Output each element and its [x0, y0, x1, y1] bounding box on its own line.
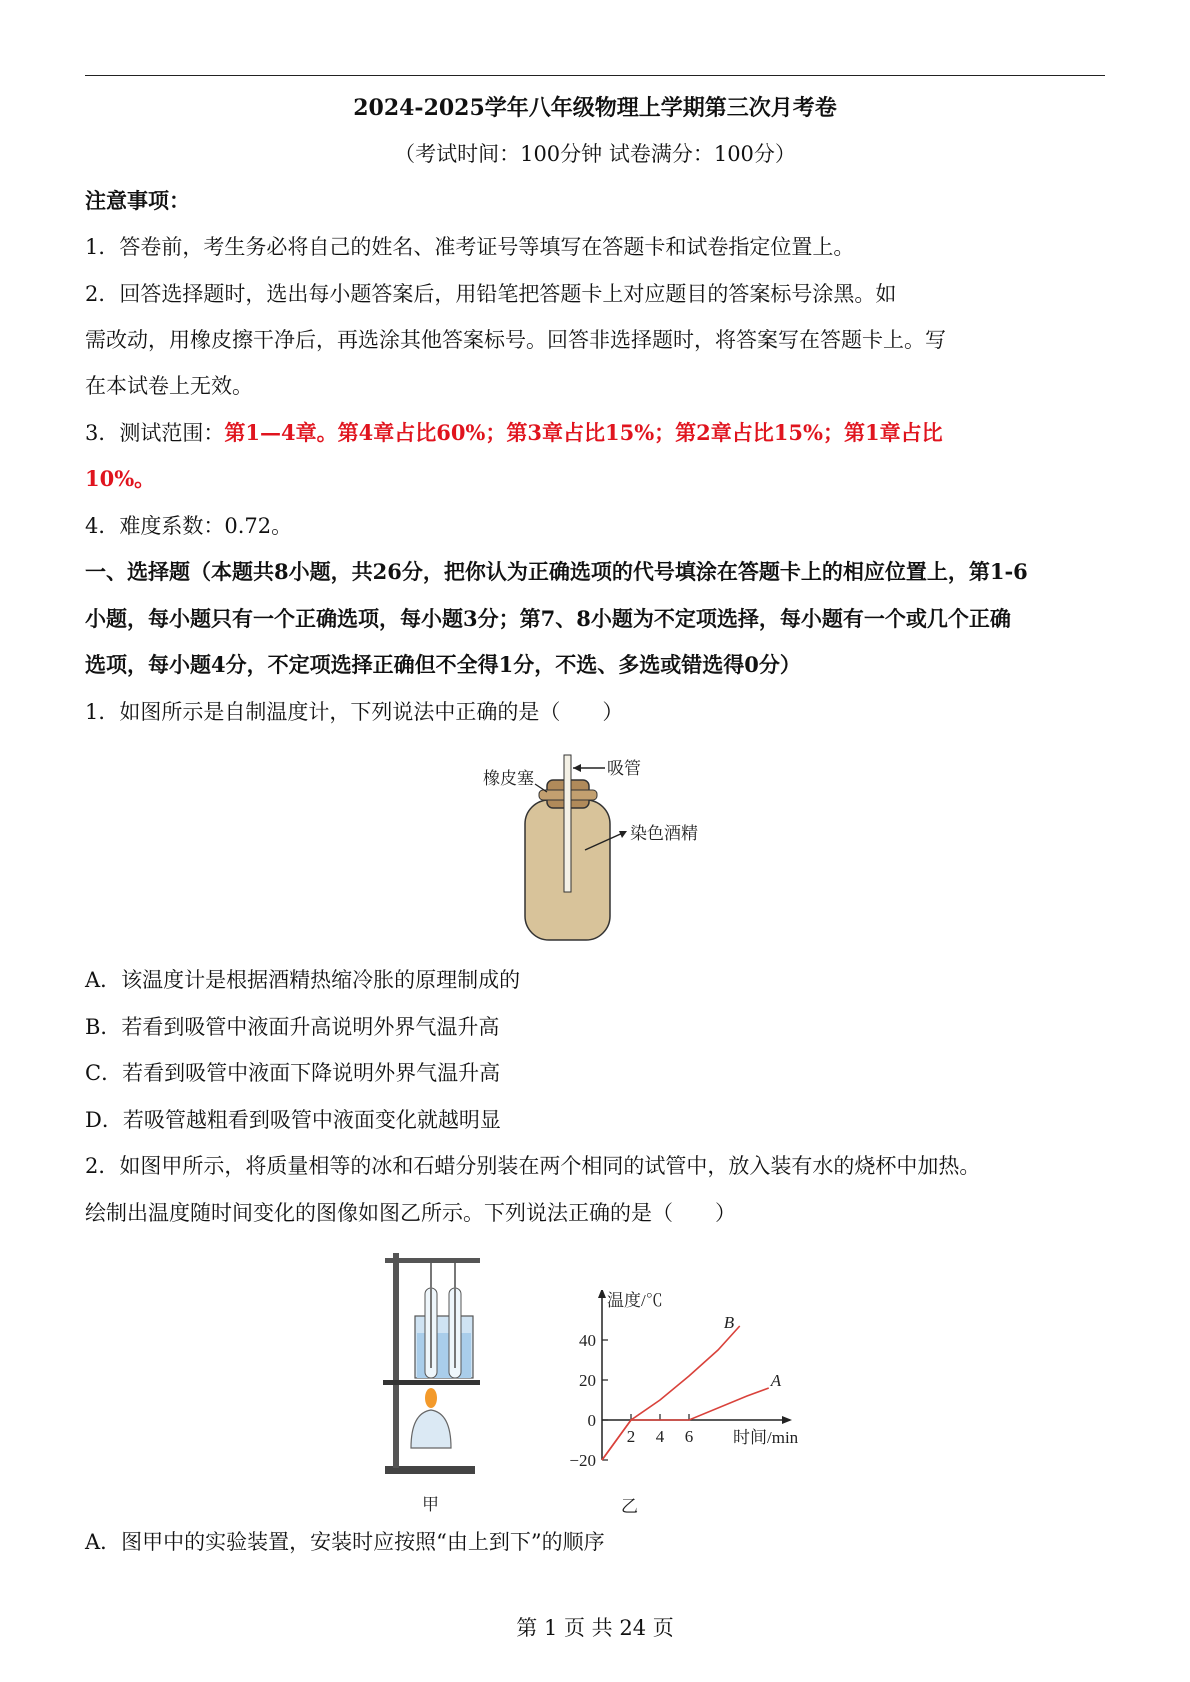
y-axis-arrow — [598, 1290, 606, 1298]
notice-item-2-line-1: 2．回答选择题时，选出每小题答案后，用铅笔把答题卡上对应题目的答案标号涂黑。如 — [85, 282, 897, 306]
notice-heading: 注意事项： — [85, 188, 190, 213]
clamp-arm — [385, 1258, 480, 1263]
page-footer: 第 1 页 共 24 页 — [516, 1616, 674, 1640]
test-scope: 第1—4章。第4章占比60%；第3章占比15%；第2章占比15%；第1章占比 — [224, 420, 943, 445]
label-yi: 乙 — [621, 1497, 638, 1517]
exam-subtitle: （考试时间：100分钟 试卷满分：100分） — [394, 142, 796, 166]
section-1-heading-line-2: 小题，每小题只有一个正确选项，每小题3分；第7、8小题为不定项选择，每小题有一个或几个正确 — [85, 606, 1011, 631]
label-jia: 甲 — [422, 1495, 439, 1515]
header-rule — [85, 75, 1105, 76]
q1-option-d: D．若吸管越粗看到吸管中液面变化就越明显 — [85, 1108, 501, 1132]
thermometer-figure — [475, 750, 735, 950]
y-tick-label: −20 — [569, 1451, 596, 1470]
q1-stem: 1．如图所示是自制温度计，下列说法中正确的是（ ） — [85, 700, 624, 724]
test-scope-cont: 10%。 — [85, 466, 156, 491]
temperature-time-chart — [545, 1290, 825, 1520]
notice-item-1: 1．答卷前，考生务必将自己的姓名、准考证号等填写在答题卡和试卷指定位置上。 — [85, 235, 855, 259]
section-1-heading-line-3: 选项，每小题4分，不定项选择正确但不全得1分，不选、多选或错选得0分） — [85, 652, 801, 677]
y-tick-label: 20 — [579, 1371, 596, 1390]
straw-arrowhead — [573, 764, 581, 772]
y-tick-label: 40 — [579, 1331, 596, 1350]
series-label-B: B — [723, 1313, 735, 1332]
flame — [425, 1388, 437, 1408]
section-1-heading-line-1: 一、选择题（本题共8小题，共26分，把你认为正确选项的代号填涂在答题卡上的相应位置上，第1-6 — [85, 559, 1028, 584]
alcohol-label: 染色酒精 — [630, 824, 698, 844]
notice-item-4: 4．难度系数：0.72。 — [85, 514, 293, 538]
notice-item-3 — [85, 418, 1115, 448]
q2-option-a: A．图甲中的实验装置，安装时应按照“由上到下”的顺序 — [85, 1530, 605, 1554]
series-line-A — [602, 1388, 769, 1460]
q1-option-a: A．该温度计是根据酒精热缩冷胀的原理制成的 — [85, 968, 521, 992]
series-line-B — [602, 1326, 740, 1460]
apparatus-figure — [375, 1248, 495, 1518]
wire-gauze — [383, 1380, 480, 1385]
notice-item-3-prefix: 3．测试范围： — [85, 421, 225, 445]
x-tick-label: 4 — [655, 1427, 665, 1446]
y-axis-label: 温度/℃ — [607, 1291, 663, 1310]
x-tick-label: 6 — [684, 1427, 694, 1446]
x-axis-arrow — [782, 1416, 792, 1424]
x-tick-label: 2 — [626, 1427, 636, 1446]
stand-rod — [393, 1253, 399, 1468]
q2-stem-line-1: 2．如图甲所示，将质量相等的冰和石蜡分别装在两个相同的试管中，放入装有水的烧杯中加热。 — [85, 1154, 981, 1178]
notice-item-2-line-3: 在本试卷上无效。 — [85, 374, 253, 398]
notice-item-2-line-2: 需改动，用橡皮擦干净后，再选涂其他答案标号。回答非选择题时，将答案写在答题卡上。写 — [85, 328, 946, 352]
straw-label: 吸管 — [607, 759, 641, 779]
q1-option-b: B．若看到吸管中液面升高说明外界气温升高 — [85, 1015, 500, 1039]
y-tick-label: 0 — [587, 1411, 596, 1430]
stopper-label: 橡皮塞 — [483, 769, 534, 789]
q2-stem-line-2: 绘制出温度随时间变化的图像如图乙所示。下列说法正确的是（ ） — [85, 1201, 736, 1225]
series-label-A: A — [770, 1371, 782, 1390]
alcohol-lamp — [411, 1410, 451, 1448]
straw — [564, 755, 571, 892]
q1-option-c: C．若看到吸管中液面下降说明外界气温升高 — [85, 1061, 501, 1085]
exam-title: 2024-2025学年八年级物理上学期第三次月考卷 — [353, 95, 837, 121]
x-axis-label: 时间/min — [733, 1428, 799, 1447]
